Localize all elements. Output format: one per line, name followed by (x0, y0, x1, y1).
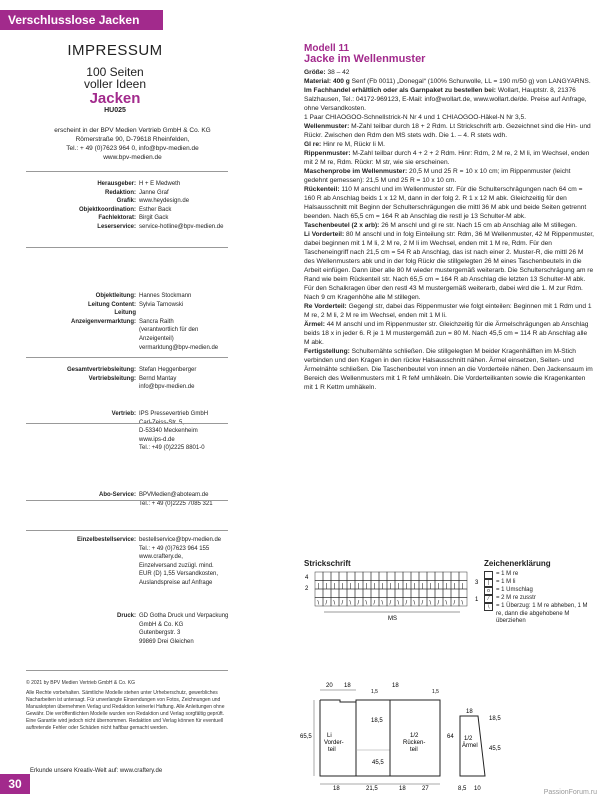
chart-cell (435, 572, 443, 581)
credit-value: GD Gotha Druck und Verpackung (139, 613, 229, 619)
svg-text:Li: Li (327, 733, 332, 739)
svg-text:18: 18 (466, 709, 473, 715)
credit-value: Tel.: + 49 (0)2225 7085 321 (139, 500, 213, 507)
chart-cell (379, 572, 387, 581)
credit-value: Anzeigenteil) (139, 336, 174, 342)
paragraph-heading: Ärmel: (304, 321, 325, 328)
impressum-subtitle: 100 Seiten voller Ideen (83, 65, 147, 91)
credit-value: (verantwortlich für den (139, 327, 199, 334)
paragraph-text: 110 M anschl und im Wellenmuster str. Für die Schulterschrägungen nach 64 cm = 160 R ab Anschlag beids 1 x 12 M, dann in der folg 2. R 1 x 12 M abk. Gleichzeitig für den Halsausschnitt mit Beginn der Schulterschrägungen die mittl 36 M abk und beide Seiten getrennt beenden. Nach 65,5 cm = 164 R ab Anschlag die restl je 13 Schulter-M abk. (304, 186, 587, 220)
chart-cell (379, 589, 387, 598)
credit-value: www.heydesign.de (139, 198, 190, 205)
paragraph-text: Senf (Fb 0011) „Donegal“ (100% Schurwolle, LL = 190 m/50 g) von LANGYARNS. (349, 78, 591, 85)
legend-item: ∖ = 1 Überzug: 1 M re abheben, 1 M re, dann die abgehobene M überziehen (484, 603, 594, 626)
credit-label: Leitung Content: (88, 301, 136, 308)
svg-text:64: 64 (447, 734, 454, 740)
credit-label: Gesamtvertriebsleitung: (66, 367, 136, 373)
paragraph-text: 26 M anschl und gl re str. Nach 15 cm ab Anschlag alle M stillegen. (379, 222, 577, 229)
row-label-1: 1 (475, 597, 479, 603)
credit-value: vermarktung@bpv-medien.de (139, 344, 219, 351)
chart-cell (459, 572, 467, 581)
chart-symbol: | (405, 583, 408, 590)
credit-label: Objektkoordination: (79, 206, 136, 213)
impressum-title: IMPRESSUM (67, 42, 163, 59)
chart-symbol: / (389, 600, 392, 607)
paragraph-text: Wollart, Hauptstr. 8, 21376 Salzhausen, Tel.: 04172-969123, E-Mail: info@wollart.de, www.wollart.de/de. Preise auf Anfrage, ohne Versandkosten. (304, 87, 587, 112)
credit-label: Druck: (116, 613, 136, 619)
svg-text:27: 27 (422, 786, 429, 792)
credit-label: Leitung (114, 310, 136, 317)
paragraph-heading: Wellenmuster: (304, 123, 350, 130)
svg-text:10: 10 (474, 786, 481, 792)
instruction-paragraph (304, 140, 594, 149)
divider (26, 357, 228, 358)
chart-symbol: / (453, 600, 456, 607)
chart-symbol: / (421, 600, 424, 607)
legend-item: ⁄ = 2 M re zusstr (484, 595, 594, 603)
paragraph-heading: Rippenmuster: (304, 150, 351, 157)
credit-value: Bernd Mantay (139, 375, 177, 382)
chart-symbol: \ (317, 600, 320, 607)
model-number: Modell 11 (304, 43, 350, 54)
instruction-paragraph (304, 167, 594, 185)
credit-value: Einzelversand zuzügl. mind. (139, 562, 214, 569)
knit-stitch-icon (484, 571, 493, 579)
chart-symbol: | (365, 583, 368, 590)
chart-cell (331, 572, 339, 581)
paragraph-text: 80 M anschl und in folg Einteilung str: Rdm, 36 M Wellenmuster, 42 M Rippenmuster, dabei beginnen mit 1 M li, 2 M re, 2 M li im Wechsel, enden mit 1 M re, Rdm. Für den Tascheneingriff nach 21,5 cm = 54 R ab Anschlag, das ist nach einer 2. Muster-R, die mittl 26 M des Wellenmusters abk und in der folg Rückr die stillgelegten 26 M eines Taschenbeutels in die Arbeit einfügen. Dann über alle 80 M wieder mustergemäß weiterarb. Die Schulterschrägung am re Rand wie beim Rückenteil str. Nach 65,5 cm = 164 R ab Anschlag die letzten 13 Schulter-M abk. Für den Schalkragen über den restl 43 M mustergemäß weiterarb, dabei wird die 1. M zur Rdm. Nach 9 cm Kragenhöhe alle M stillegen. (304, 231, 595, 301)
paragraph-text: 1 Paar CHIAOGOO-Schnellstrick-N Nr 4 und 1 CHIAOGOO-Häkel-N Nr 3,5. (304, 114, 527, 121)
credit-value: BPVMedien@aboteam.de (139, 492, 209, 498)
chart-symbol: \ (413, 600, 416, 607)
paragraph-heading: Material: 400 g (304, 78, 350, 85)
svg-text:1,5: 1,5 (432, 689, 439, 695)
chart-cell (427, 589, 435, 598)
divider (26, 500, 228, 501)
chart-cell (443, 572, 451, 581)
svg-text:18: 18 (399, 786, 406, 792)
credit-label: Objektleitung: (95, 293, 136, 299)
credit-value: H + E Medweth (139, 181, 181, 187)
credit-label: Fachlektorat: (98, 215, 136, 222)
chart-cell (347, 572, 355, 581)
credit-value: GmbH & Co. KG (139, 621, 184, 628)
chart-symbol: | (437, 583, 440, 590)
paragraph-heading: Rückenteil: (304, 186, 340, 193)
divider (26, 171, 228, 172)
instruction-paragraph (304, 86, 594, 113)
paragraph-heading: Taschenbeutel (2 x arb): (304, 222, 380, 229)
chart-symbol: | (357, 583, 360, 590)
paragraph-text: 44 M anschl und im Rippenmuster str. Gleichzeitig für die Ärmelschrägungen ab Anschlag beids 18 x in jeder 6. R je 1 M mustergemäß zun = 80 M. Nach 45,5 cm = 114 R ab Anschlag alle M abk. (304, 321, 589, 346)
chart-symbol: \ (333, 600, 336, 607)
legend-item: = 1 M re (484, 571, 594, 579)
svg-text:1,5: 1,5 (371, 689, 378, 695)
chart-symbol: | (349, 583, 352, 590)
chart-symbol: | (317, 583, 320, 590)
chart-cell (339, 589, 347, 598)
credit-label: Vertriebsleitung: (88, 375, 136, 382)
paragraph-heading: Im Fachhandel erhältlich oder als Garnpaket zu bestellen bei: (304, 87, 497, 94)
divider (26, 423, 228, 424)
credit-label: Leserservice: (97, 224, 136, 230)
instruction-paragraph (304, 302, 594, 320)
impressum-code: HU025 (104, 107, 126, 114)
instruction-paragraph (304, 149, 594, 167)
chart-cell (419, 589, 427, 598)
paragraph-heading: Li Vorderteil: (304, 231, 345, 238)
paragraph-heading: Maschenprobe im Wellenmuster: (304, 168, 408, 175)
chart-symbol: | (397, 583, 400, 590)
svg-text:8,5: 8,5 (458, 786, 467, 792)
chart-symbol: | (445, 583, 448, 590)
credit-value: bestellservice@bpv-medien.de (139, 537, 222, 543)
credit-label: Abo-Service: (98, 492, 136, 498)
slip-overpass-icon: ∖ (484, 603, 493, 611)
chart-cell (395, 572, 403, 581)
chart-cell (403, 572, 411, 581)
chart-cell (339, 572, 347, 581)
paragraph-heading: Fertigstellung: (304, 348, 350, 355)
chart-symbol: | (429, 583, 432, 590)
chart-cell (371, 589, 379, 598)
instruction-paragraph (304, 221, 594, 230)
credit-label: Redaktion: (104, 189, 136, 196)
paragraph-text: 20,5 M und 25 R = 10 x 10 cm; im Rippenmuster (leicht gedehnt gemessen): 21,5 M und 25 R = 10 x 10 cm. (304, 168, 571, 184)
publisher-block: erscheint in der BPV Medien Vertrieb GmbH & Co. KG Römerstraße 90, D-79618 Rheinfelden, Tel.: + 49 (0)7623 964 0, info@bpv-medien.de www.bpv-medien.de (54, 127, 211, 161)
svg-text:45,5: 45,5 (372, 760, 384, 766)
credit-value: Stefan Heggenberger (139, 367, 197, 373)
credit-value: www.craftery.de, (139, 554, 183, 561)
credit-value: D-53340 Meckenheim (139, 428, 198, 435)
svg-text:65,5: 65,5 (300, 734, 312, 740)
svg-text:18,5: 18,5 (489, 716, 501, 722)
svg-text:teil: teil (328, 747, 336, 753)
svg-text:45,5: 45,5 (489, 746, 501, 752)
paragraph-text: Hinr re M, Rückr li M. (321, 141, 385, 148)
credit-value: Sylvia Tarnowski (139, 301, 184, 308)
instruction-paragraph (304, 122, 594, 140)
yarn-over-icon: o (484, 587, 493, 595)
model-title: Jacke im Wellenmuster (304, 53, 426, 65)
chart-symbol: / (437, 600, 440, 607)
chart-symbol: | (333, 583, 336, 590)
credit-value: Sancra Raith (139, 318, 174, 325)
credit-value: Hannes Stockmann (139, 293, 192, 299)
chart-cell (411, 572, 419, 581)
chart-symbol: | (413, 583, 416, 590)
chart-symbol: | (389, 583, 392, 590)
credit-value: Esther Back (139, 206, 172, 213)
footer-link[interactable]: Erkunde unsere Kreativ-Welt auf: www.craftery.de (30, 768, 163, 774)
credit-label: Herausgeber: (97, 181, 136, 187)
knitting-chart (303, 570, 483, 622)
chart-cell (427, 572, 435, 581)
chart-cell (443, 589, 451, 598)
impressum-jacken: Jacken (89, 90, 141, 107)
chart-symbol: / (373, 600, 376, 607)
chart-symbol: | (421, 583, 424, 590)
chart-symbol: | (373, 583, 376, 590)
chart-cell (323, 572, 331, 581)
credit-value: info@bpv-medien.de (139, 384, 195, 391)
chart-symbol: \ (397, 600, 400, 607)
credit-value: Tel.: +49 (0)2225 8801-0 (139, 445, 205, 452)
paragraph-text: M-Zahl teilbar durch 18 + 2 Rdm. Lt Strickschrift arb. Gezeichnet sind die Hin- und Rückr. Zwischen den Rdm den MS stets wdh. Die 1. – 4. R stets wdh. (304, 123, 591, 139)
svg-text:1/2: 1/2 (410, 733, 419, 739)
row-label-3: 3 (475, 580, 479, 586)
chart-symbol: \ (461, 600, 464, 607)
svg-text:18,5: 18,5 (371, 718, 383, 724)
chart-cell (371, 572, 379, 581)
chart-cell (363, 589, 371, 598)
chart-symbol: | (461, 583, 464, 590)
chart-symbol: \ (445, 600, 448, 607)
svg-text:20: 20 (326, 683, 333, 689)
schematic-diagram (300, 680, 600, 792)
chart-symbol: | (381, 583, 384, 590)
credit-value: Carl-Zeiss-Str. 5, (139, 419, 185, 426)
svg-text:Rücken-: Rücken- (403, 740, 426, 746)
chart-cell (347, 589, 355, 598)
svg-text:18: 18 (392, 683, 399, 689)
page-number: 30 (0, 774, 30, 794)
instruction-paragraph (304, 113, 594, 122)
credit-label: Anzeigenvermarktung: (70, 318, 136, 325)
credit-value: Tel.: + 49 (0)7623 964 155 (139, 545, 210, 552)
paragraph-heading: Re Vorderteil: (304, 303, 347, 310)
left-front-outline (320, 700, 356, 776)
chart-cell (411, 589, 419, 598)
chart-cell (331, 589, 339, 598)
legend-item: o = 1 Umschlag (484, 587, 594, 595)
credit-value: Janne Graf (139, 189, 169, 196)
chart-symbol: / (325, 600, 328, 607)
svg-text:Ärmel: Ärmel (462, 743, 478, 749)
k2tog-icon: ⁄ (484, 595, 493, 603)
credit-value: Gutenbergstr. 3 (139, 630, 181, 637)
paragraph-text: M-Zahl teilbar durch 4 + 2 + 2 Rdm. Hinr: Rdm, 2 M re, 2 M li, im Wechsel, enden mit 2 M re, Rdm. Rückr: M str, wie sie erscheinen. (304, 150, 590, 166)
chart-symbol: | (341, 583, 344, 590)
chart-cell (355, 589, 363, 598)
divider (26, 670, 228, 671)
divider (26, 247, 228, 248)
credit-value: EUR (D) 1,55 Versandkosten, (139, 571, 219, 578)
instruction-paragraph (304, 185, 594, 221)
instruction-paragraph (304, 230, 594, 302)
instructions-text (304, 68, 594, 392)
copyright-block: © 2021 by BPV Medien Vertrieb GmbH & Co. KG Alle Rechte vorbehalten. Sämtliche Modelle stehen unter Urheberschutz, gewerbliches Nacharbeiten ist untersagt. Für unverlangte Einsendungen von Fotos, Zeichnungen und Manuskripten übernehmen Verlag und Redaktion keinerlei Haftung. Alle Anleitungen ohne Gewähr. Die veröffentlichten Modelle wurden von Redaktion und Verlag sorgfältig geprüft. Eine Garantie wird jedoch nicht übernommen. Redaktion und Verlag können für eventuell auftretende Fehler oder Schäden nicht haftbar gemacht werden. (26, 680, 225, 731)
chart-cell (459, 589, 467, 598)
instruction-paragraph (304, 68, 594, 77)
purl-stitch-icon: | (484, 579, 493, 587)
instruction-paragraph (304, 320, 594, 347)
watermark: PassionForum.ru (543, 789, 597, 796)
chart-symbol: \ (381, 600, 384, 607)
chart-symbol: | (325, 583, 328, 590)
credit-label: Grafik: (116, 198, 136, 205)
chart-cell (387, 572, 395, 581)
credit-value: 99869 Drei Gleichen (139, 638, 194, 645)
chart-cell (315, 589, 323, 598)
paragraph-heading: Größe: (304, 69, 326, 76)
paragraph-heading: Gl re: (304, 141, 322, 148)
divider (26, 530, 228, 531)
chart-cell (395, 589, 403, 598)
svg-text:1/2: 1/2 (464, 736, 473, 742)
chart-symbol: \ (365, 600, 368, 607)
row-label-4: 4 (305, 575, 309, 581)
instruction-paragraph (304, 347, 594, 392)
credit-label: Vertrieb: (111, 411, 136, 417)
credit-label: Einzelbestellservice: (76, 537, 136, 543)
strickschrift-title: Strickschrift (304, 559, 351, 568)
svg-text:18: 18 (344, 683, 351, 689)
chart-symbol: / (341, 600, 344, 607)
chart-cell (315, 572, 323, 581)
chart-cell (363, 572, 371, 581)
instruction-paragraph (304, 77, 594, 86)
svg-text:18: 18 (333, 786, 340, 792)
credit-value: Birgit Gack (139, 215, 169, 222)
chart-cell (451, 572, 459, 581)
chart-symbol: / (405, 600, 408, 607)
paragraph-text: 38 – 42 (325, 69, 350, 76)
legend-item: | = 1 M li (484, 579, 594, 587)
paragraph-text: Schulternähte schließen. Die stillgelegten M beider Kragenhälften im M-Stich verbinden und den Kragen in den rückw Halsausschnitt nähen. Ärmel einsetzen, Seiten- und Ärmelnähte schließen. Die Taschenbeutel von innen an die Vorderteile nähen. Den Jackensaum im Bereich des Wellenmusters mit 1 R feM umhäkeln. Die Vorderteilkanten sowie die Kragenkanten mit 1 R Kettm umhäkeln. (304, 348, 593, 391)
chart-cell (403, 589, 411, 598)
chart-cell (355, 572, 363, 581)
chart-symbol: | (453, 583, 456, 590)
svg-text:teil: teil (410, 747, 418, 753)
legend-title: Zeichenerklärung (484, 559, 551, 568)
chart-cell (387, 589, 395, 598)
credit-value: IPS Pressevertrieb GmbH (139, 411, 209, 417)
credit-value: service-hotline@bpv-medien.de (139, 224, 224, 230)
chart-symbol: \ (349, 600, 352, 607)
paragraph-text: Gegengl str, dabei das Rippenmuster wie folgt einteilen: Beginnen mit 1 Rdm und 1 M re, 2 M li, 2 M re im Wechsel, enden mit 1 M li. (304, 303, 592, 319)
legend (484, 571, 594, 626)
chart-symbol: / (357, 600, 360, 607)
chart-cell (323, 589, 331, 598)
svg-text:21,5: 21,5 (366, 786, 378, 792)
chart-cell (451, 589, 459, 598)
chart-cell (419, 572, 427, 581)
chart-cell (435, 589, 443, 598)
ms-label: MS (388, 616, 397, 622)
chart-symbol: \ (429, 600, 432, 607)
section-header-bar: Verschlusslose Jacken (0, 10, 163, 30)
svg-text:Vorder-: Vorder- (324, 740, 344, 746)
credit-value: www.ips-d.de (139, 436, 175, 443)
credit-value: Auslandspreise auf Anfrage (139, 580, 213, 586)
row-label-2: 2 (305, 586, 309, 592)
